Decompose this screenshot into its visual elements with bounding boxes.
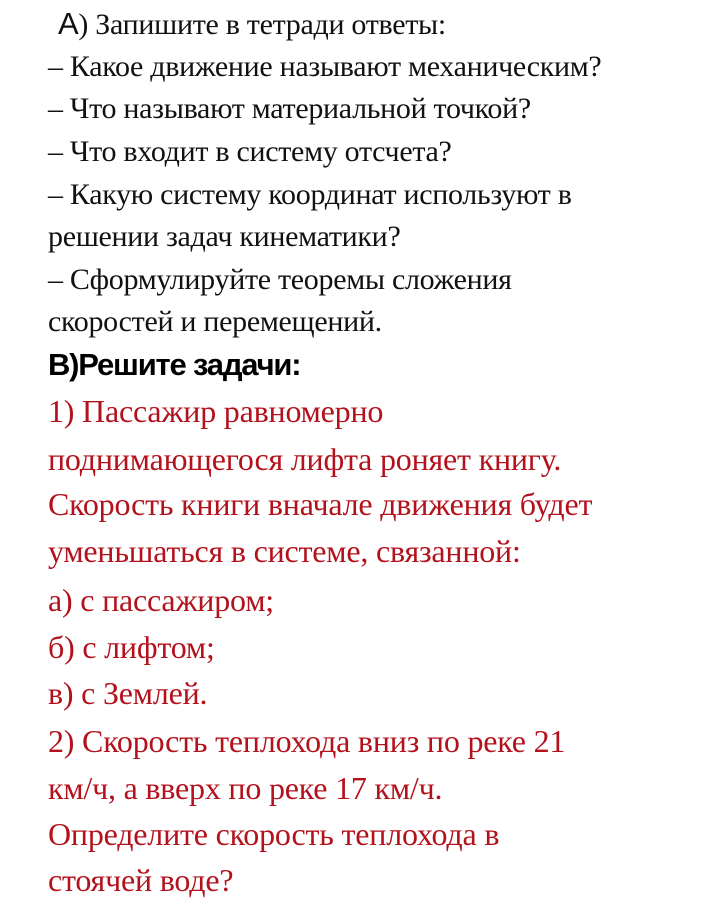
- task-line: 2) Скорость теплохода вниз по реке 21: [48, 723, 566, 759]
- question-line: решении задач кинематики?: [48, 220, 401, 253]
- question-line: – Что называют материальной точкой?: [48, 92, 531, 125]
- question-line: – Какую систему координат используют в: [48, 178, 572, 211]
- section-b-heading: В)Решите задачи:: [48, 347, 301, 382]
- task-line: стоячей воде?: [48, 862, 234, 898]
- question-line: – Какое движение называют механическим?: [48, 50, 602, 83]
- task-line: Определите скорость теплохода в: [48, 816, 500, 852]
- task-line: км/ч, а вверх по реке 17 км/ч.: [48, 770, 443, 806]
- question-line: – Сформулируйте теоремы сложения: [48, 263, 512, 296]
- section-a-letter: А: [58, 6, 79, 41]
- question-line: – Что входит в систему отсчета?: [48, 135, 452, 168]
- task-line: в) с Землей.: [48, 675, 208, 711]
- task-line: Скорость книги вначале движения будет: [48, 486, 593, 522]
- section-a-heading: [58, 8, 446, 40]
- task-line: а) с пассажиром;: [48, 582, 274, 618]
- task-line: б) с лифтом;: [48, 629, 215, 665]
- task-line: поднимающегося лифта роняет книгу.: [48, 441, 562, 477]
- section-a-title: ) Запишите в тетради ответы:: [78, 8, 446, 41]
- task-line: 1) Пассажир равномерно: [48, 393, 384, 429]
- task-line: уменьшаться в системе, связанной:: [48, 533, 521, 569]
- question-line: скоростей и перемещений.: [48, 305, 382, 338]
